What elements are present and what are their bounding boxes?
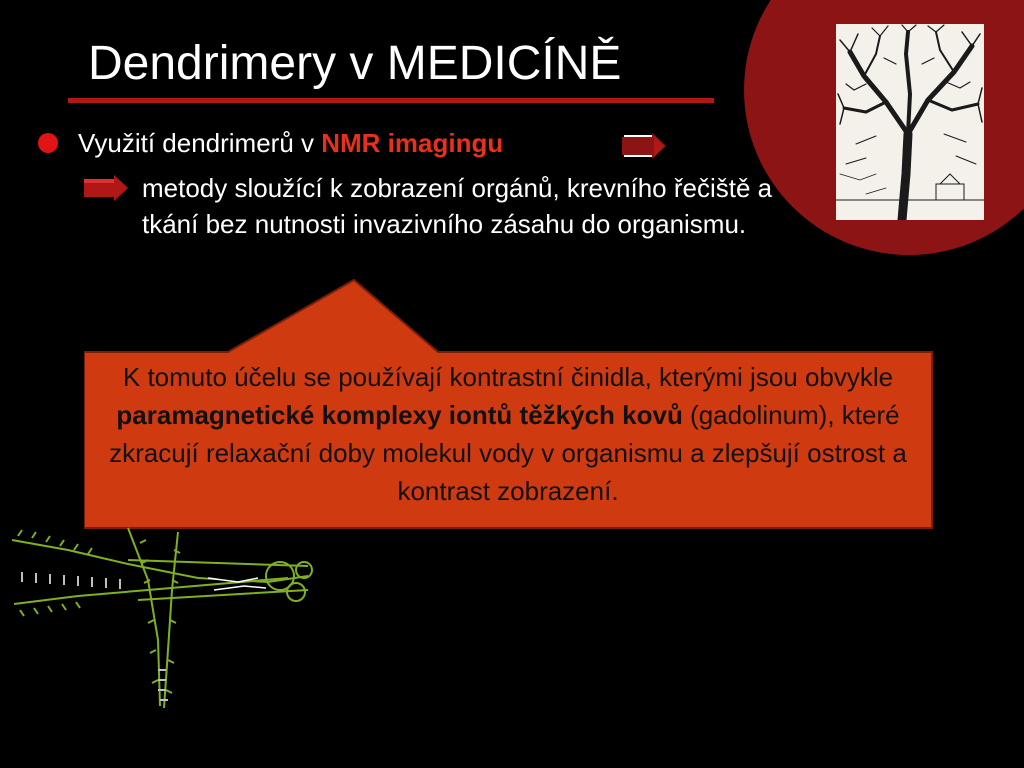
tree-illustration: [836, 24, 984, 220]
subtext-description: metody sloužící k zobrazení orgánů, krevního řečiště a tkání bez nutnosti invazivního zásahu do organismu.: [142, 173, 773, 239]
callout-text-part1: K tomuto účelu se používají kontrastní činidla, kterými jsou obvykle: [122, 362, 894, 392]
bullet-text: [78, 126, 503, 160]
callout-text: [92, 358, 924, 510]
title-underline: [68, 98, 714, 103]
nmr-highlight: NMR imagingu: [321, 128, 504, 158]
slide-title: Dendrimery v MEDICÍNĚ: [88, 37, 622, 90]
arrow-right-icon: [622, 131, 666, 161]
arrow-right-icon: [84, 173, 128, 203]
bullet-text-prefix: Využití dendrimerů v: [78, 128, 322, 158]
dendrimer-molecule-illustration: [8, 520, 328, 712]
callout-bold-text: paramagnetické komplexy iontů těžkých kovů: [116, 400, 683, 430]
callout-text-part2: (gadolinum), které zkracují relaxační doby molekul vody v organismu a zlepšují ostrost a kontrast zobrazení.: [109, 400, 907, 506]
bullet-dot-icon: [38, 133, 58, 153]
